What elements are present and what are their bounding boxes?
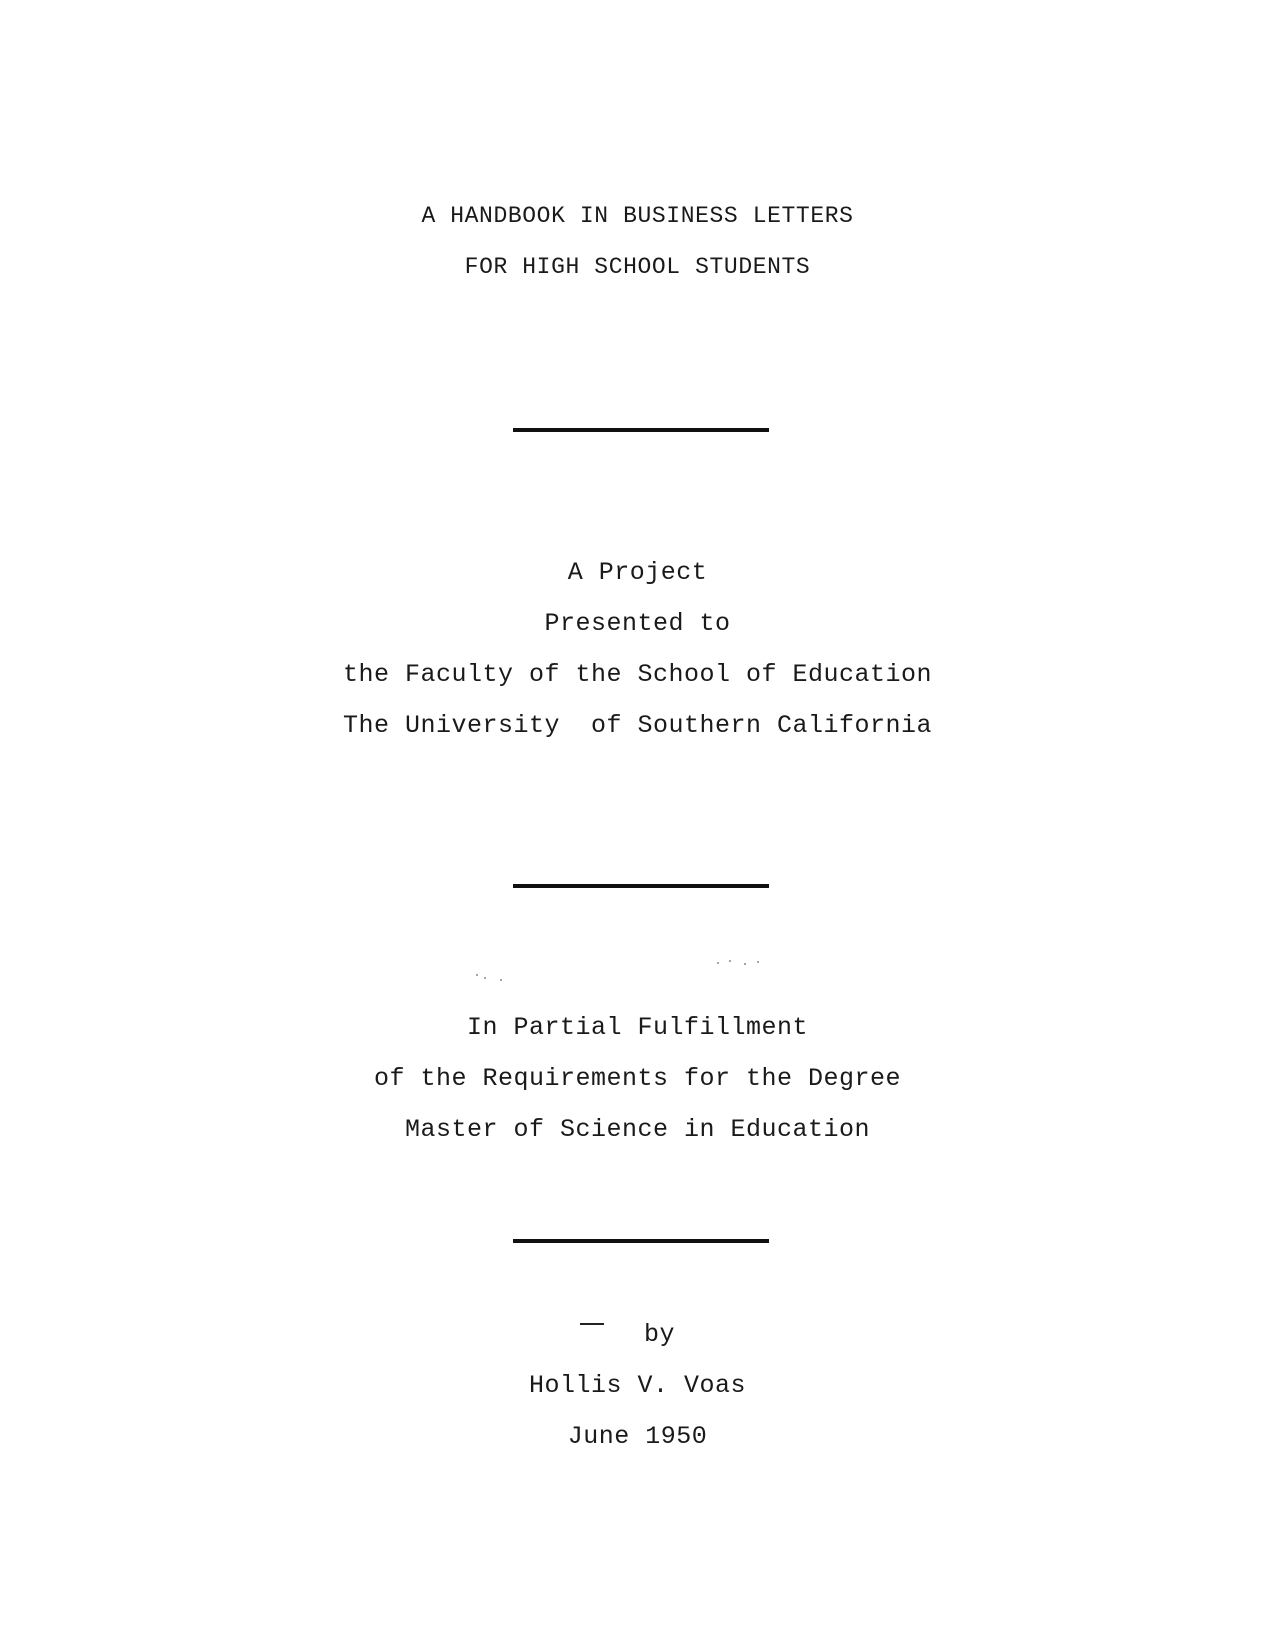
by-line: by: [643, 1320, 675, 1349]
title-line-1: A HANDBOOK IN BUSINESS LETTERS: [421, 203, 854, 229]
title-line-2: FOR HIGH SCHOOL STUDENTS: [464, 254, 811, 280]
divider-rule-3: [513, 1239, 769, 1243]
faculty-line: the Faculty of the School of Education: [342, 660, 933, 689]
partial-fulfillment-line: In Partial Fulfillment: [466, 1013, 809, 1042]
degree-line: Master of Science in Education: [404, 1115, 871, 1144]
project-line: A Project: [567, 558, 708, 587]
date-line: June 1950: [567, 1422, 708, 1451]
author-name: Hollis V. Voas: [528, 1371, 747, 1400]
divider-rule-2: [513, 884, 769, 888]
requirements-line: of the Requirements for the Degree: [373, 1064, 902, 1093]
presented-to-line: Presented to: [544, 609, 731, 638]
divider-rule-1: [513, 428, 769, 432]
university-line: The University of Southern California: [342, 711, 933, 740]
